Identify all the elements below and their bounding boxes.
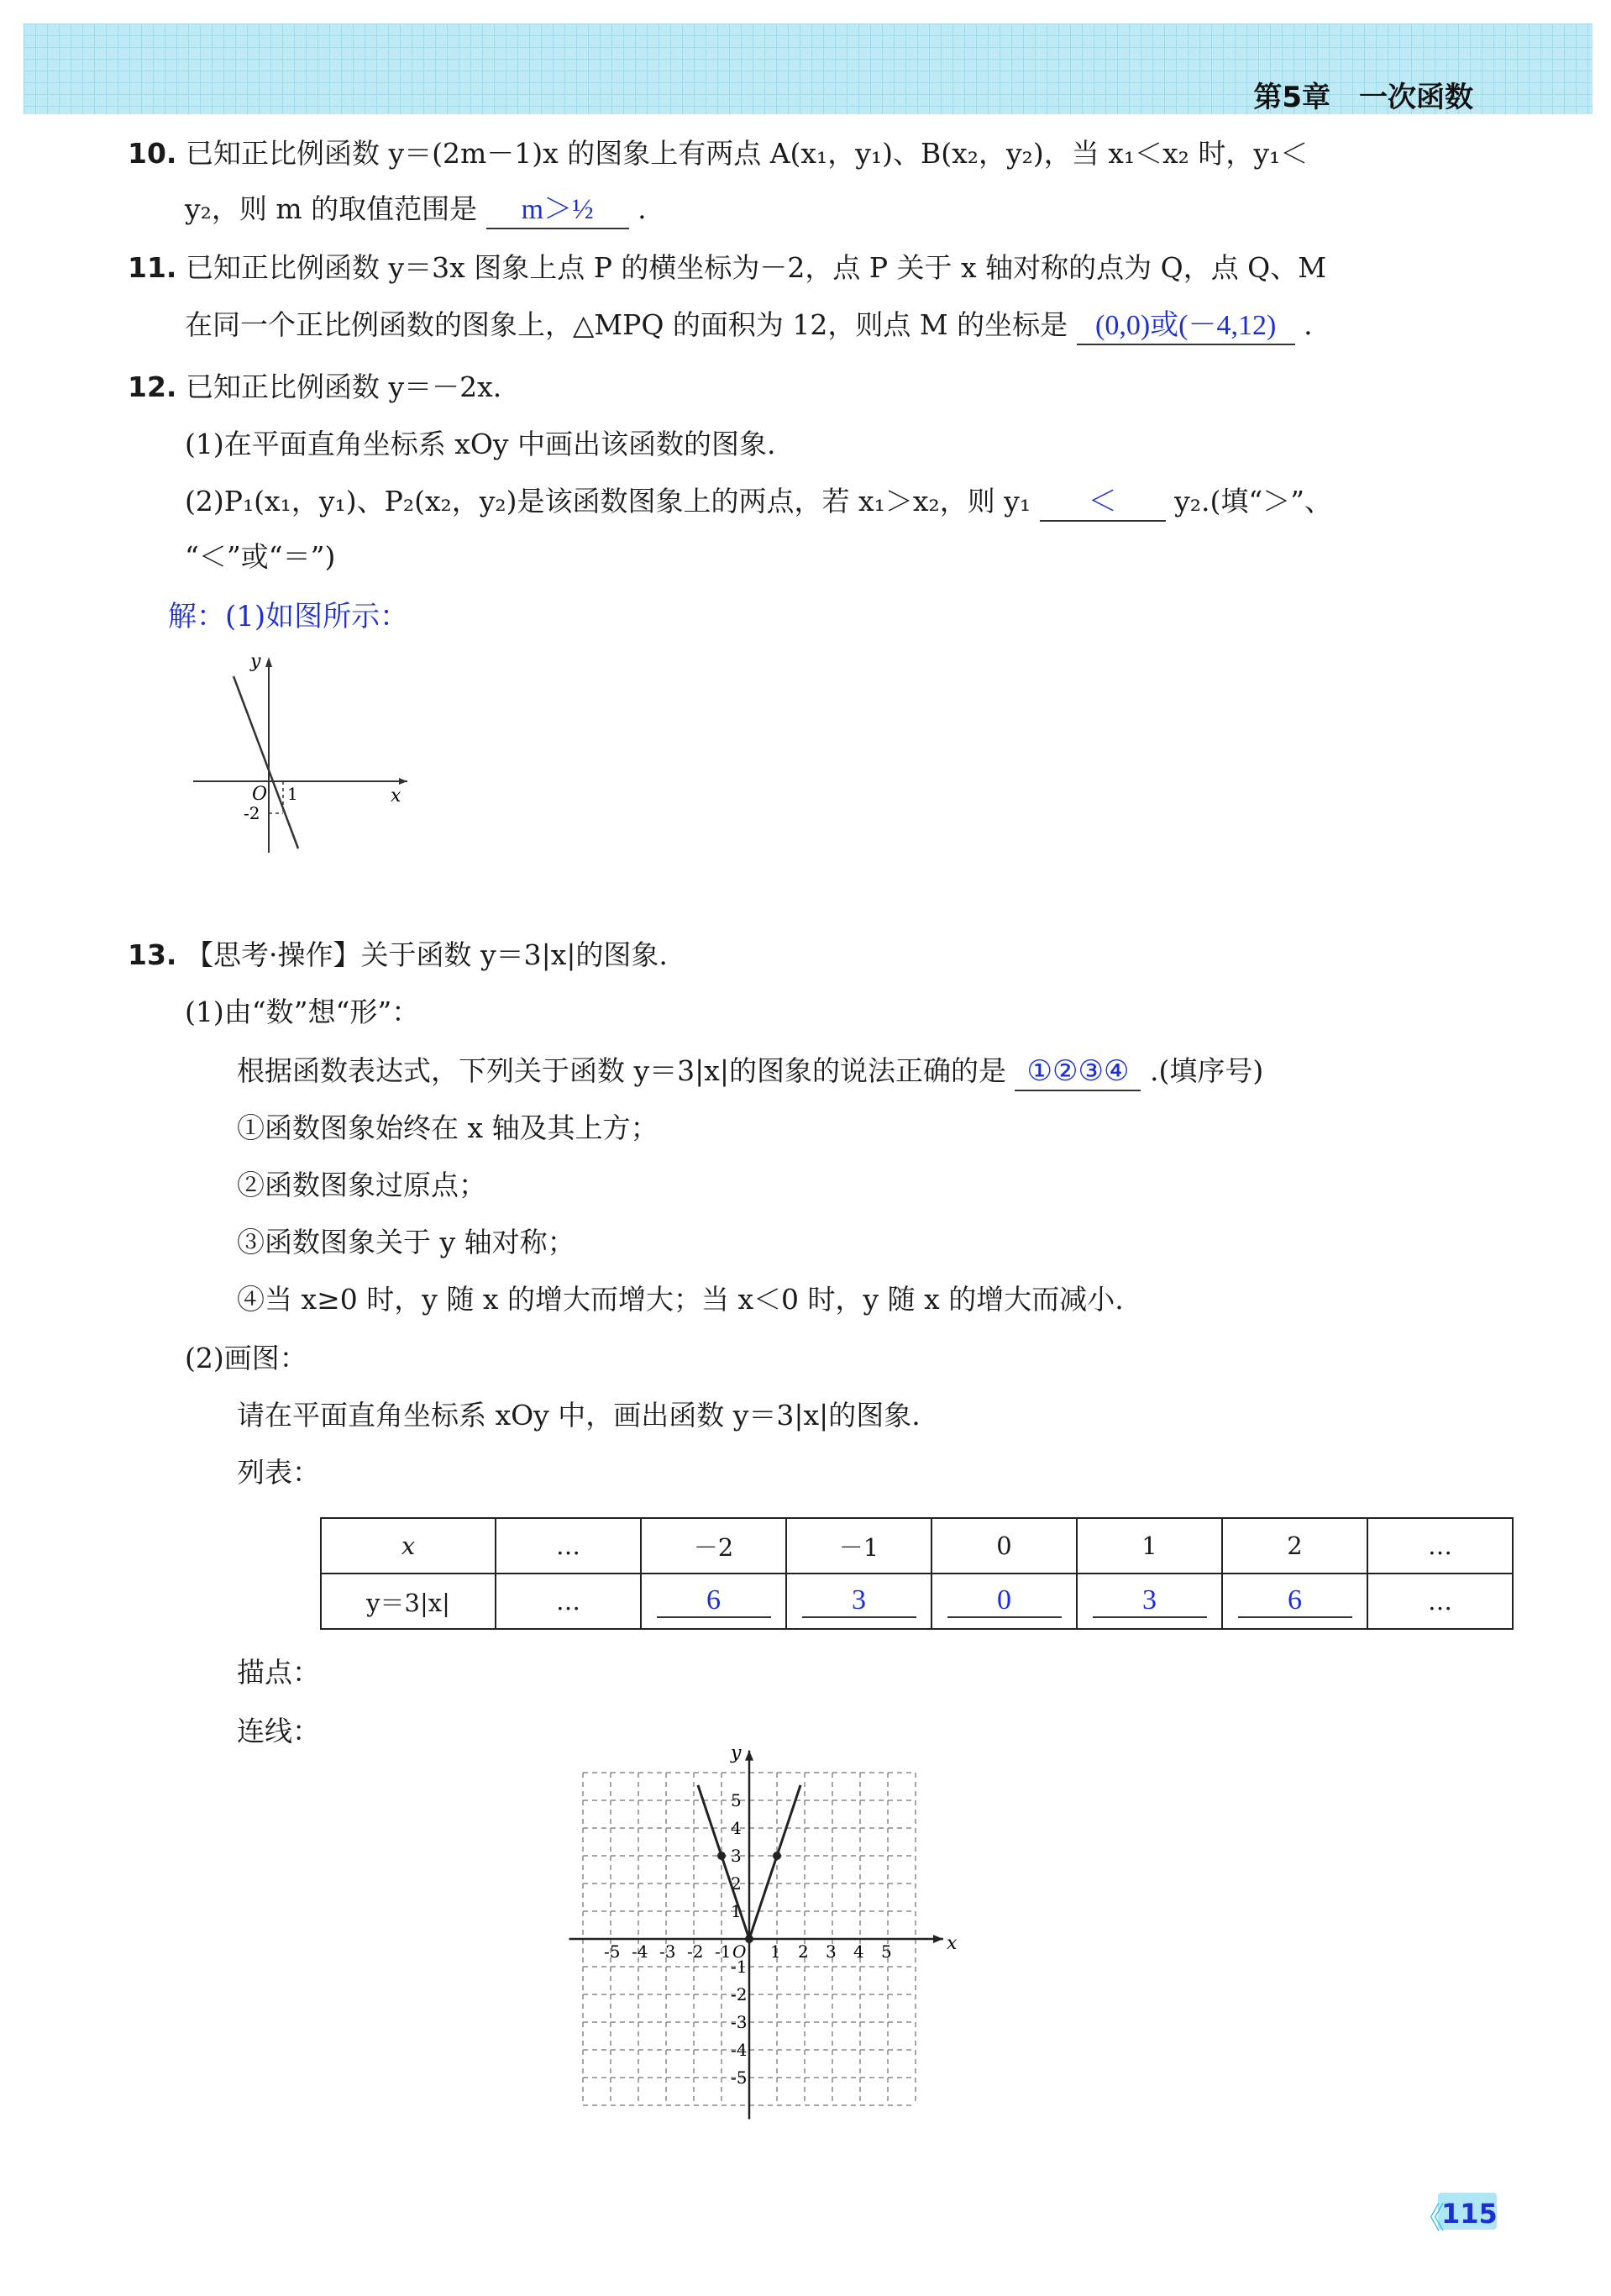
q13-part2-title: (2)画图： [185, 1342, 307, 1374]
q11-line2 [185, 307, 1313, 345]
x-tick-label: 3 [826, 1941, 837, 1962]
q12-part2-line2: “＜”或“＝”) [185, 540, 336, 573]
x-tick-label: -1 [715, 1941, 732, 1962]
y-tick-label: -4 [731, 2040, 748, 2060]
table-cell[interactable] [931, 1574, 1077, 1629]
y-tick-label: -1 [731, 1957, 748, 1977]
q11-period: . [1304, 308, 1313, 341]
y-tick-label: -2 [731, 1984, 748, 2004]
q13-grid-graph [571, 1739, 958, 2109]
q12-tick-y: -2 [244, 803, 260, 823]
q13-part1-question [237, 1053, 1263, 1091]
q13-part1-answer: ①②③④ [1026, 1056, 1130, 1087]
q11-answer: (0,0)或(－4,12) [1095, 310, 1277, 341]
q10-answer: m＞½ [521, 194, 594, 225]
x-tick-label: -3 [659, 1941, 676, 1962]
table-answer: 3 [1093, 1584, 1207, 1618]
table-cell: 0 [931, 1518, 1077, 1574]
q12-y-label: y [250, 651, 261, 672]
y-tick-label: 3 [731, 1846, 742, 1866]
table-cell[interactable] [1222, 1574, 1367, 1629]
q12-y-arrow [265, 657, 272, 667]
q10-line1 [128, 136, 1308, 171]
q12-stem: 已知正比例函数 y＝－2x. [185, 370, 502, 403]
table-cell: －1 [786, 1518, 931, 1574]
q12-x-arrow [399, 778, 407, 785]
q12-stem-line [128, 370, 501, 405]
q10-period: . [638, 192, 647, 225]
q13-value-table [320, 1517, 1514, 1630]
q11-text: 已知正比例函数 y＝3x 图象上点 P 的横坐标为－2，点 P 关于 x 轴对称的点为 Q，点 Q、M [185, 251, 1327, 284]
plotted-point [773, 1852, 781, 1860]
x-tick-label: 4 [853, 1941, 864, 1962]
q12-part1: (1)在平面直角坐标系 xOy 中画出该函数的图象. [185, 428, 776, 460]
q13-part2-question: 请在平面直角坐标系 xOy 中，画出函数 y＝3|x|的图象. [237, 1399, 921, 1432]
y-tick-label: -5 [731, 2067, 748, 2088]
x-tick-label: -2 [687, 1941, 704, 1962]
q13-part1-title: (1)由“数”想“形”： [185, 996, 420, 1028]
q13-statement-4: ④当 x≥0 时，y 随 x 的增大而增大；当 x＜0 时，y 随 x 的增大而减小. [237, 1283, 1124, 1316]
y-tick-label: 1 [731, 1901, 742, 1921]
plotted-point [745, 1935, 753, 1943]
q13-plot-label: 描点： [237, 1656, 320, 1689]
y-tick-label: -3 [731, 2012, 748, 2032]
q12-part2-post: y₂.(填“＞”、 [1174, 485, 1333, 518]
q12-answer: ＜ [1088, 486, 1117, 518]
q10-text: 已知正比例函数 y＝(2m－1)x 的图象上有两点 A(x₁，y₁)、B(x₂，y₂)，当 x₁＜x₂ 时，y₁＜ [185, 137, 1309, 170]
q10-line2 [185, 192, 647, 229]
q13-stem-line [128, 938, 668, 973]
q12-part2-line1 [185, 484, 1332, 522]
table-answer: 6 [657, 1584, 771, 1618]
table-answer: 3 [802, 1584, 916, 1618]
x-tick-label: 5 [881, 1941, 892, 1962]
chapter-title: 第5章 一次函数 [1253, 81, 1473, 114]
table-answer: 6 [1238, 1584, 1352, 1618]
y-axis-arrow [745, 1751, 753, 1761]
y-tick-label: 2 [731, 1873, 742, 1894]
q13-part1-post: .(填序号) [1149, 1054, 1264, 1087]
q11-line1 [128, 250, 1326, 286]
q13-connect-label: 连线： [237, 1715, 320, 1747]
y-axis-label: y [731, 1742, 742, 1764]
table-cell: … [496, 1518, 641, 1574]
x-tick-label: -4 [632, 1941, 648, 1962]
x-tick-label: 2 [798, 1941, 809, 1962]
q11-text2: 在同一个正比例函数的图象上，△MPQ 的面积为 12，则点 M 的坐标是 [185, 308, 1068, 341]
q12-blank[interactable] [1040, 484, 1166, 522]
q13-part1-text: 根据函数表达式，下列关于函数 y＝3|x|的图象的说法正确的是 [237, 1054, 1006, 1087]
q12-number: 12. [128, 370, 177, 403]
q12-x-label: x [391, 785, 401, 806]
q10-number: 10. [128, 137, 177, 170]
x-axis-label: x [947, 1933, 958, 1954]
q13-statement-1: ①函数图象始终在 x 轴及其上方； [237, 1111, 659, 1144]
q11-number: 11. [128, 251, 177, 284]
q12-solution-label: 解：(1)如图所示： [168, 600, 409, 633]
table-answer: 0 [947, 1584, 1062, 1618]
table-cell: … [1367, 1518, 1513, 1574]
q13-statement-3: ③函数图象关于 y 轴对称； [237, 1226, 575, 1258]
table-cell[interactable] [786, 1574, 931, 1629]
q11-blank[interactable] [1077, 307, 1295, 345]
table-cell: x [321, 1518, 496, 1574]
table-cell: y＝3|x| [321, 1574, 496, 1629]
q10-blank[interactable] [486, 192, 629, 229]
origin-label: O [732, 1941, 747, 1962]
y-tick-label: 5 [731, 1790, 742, 1810]
table-row-x [321, 1518, 1513, 1574]
q13-number: 13. [128, 938, 177, 971]
page-number: 115 [1441, 2198, 1498, 2230]
y-tick-label: 4 [731, 1818, 742, 1838]
q13-part1-blank[interactable] [1015, 1053, 1141, 1091]
table-cell[interactable] [641, 1574, 786, 1629]
table-cell: … [1367, 1574, 1513, 1629]
table-cell: 2 [1222, 1518, 1367, 1574]
q13-statement-2: ②函数图象过原点； [237, 1169, 486, 1201]
table-cell: 1 [1077, 1518, 1222, 1574]
q12-graph [185, 647, 412, 865]
x-axis-arrow [933, 1935, 943, 1943]
plotted-point [717, 1852, 726, 1860]
page-arrows-icon: 《 [1414, 2201, 1446, 2236]
q13-stem: 【思考·操作】关于函数 y＝3|x|的图象. [185, 938, 668, 971]
q12-tick-x: 1 [287, 784, 298, 804]
q12-part2-text: (2)P₁(x₁，y₁)、P₂(x₂，y₂)是该函数图象上的两点，若 x₁＞x₂，则 y₁ [185, 485, 1031, 518]
q12-origin-label: O [252, 784, 268, 805]
q13-list-label: 列表： [237, 1456, 320, 1489]
x-tick-label: 1 [770, 1941, 781, 1962]
table-cell: … [496, 1574, 641, 1629]
q10-text2: y₂，则 m 的取值范围是 [185, 192, 478, 225]
table-cell: －2 [641, 1518, 786, 1574]
x-tick-label: -5 [604, 1941, 621, 1962]
table-cell[interactable] [1077, 1574, 1222, 1629]
table-row-y [321, 1574, 1513, 1629]
